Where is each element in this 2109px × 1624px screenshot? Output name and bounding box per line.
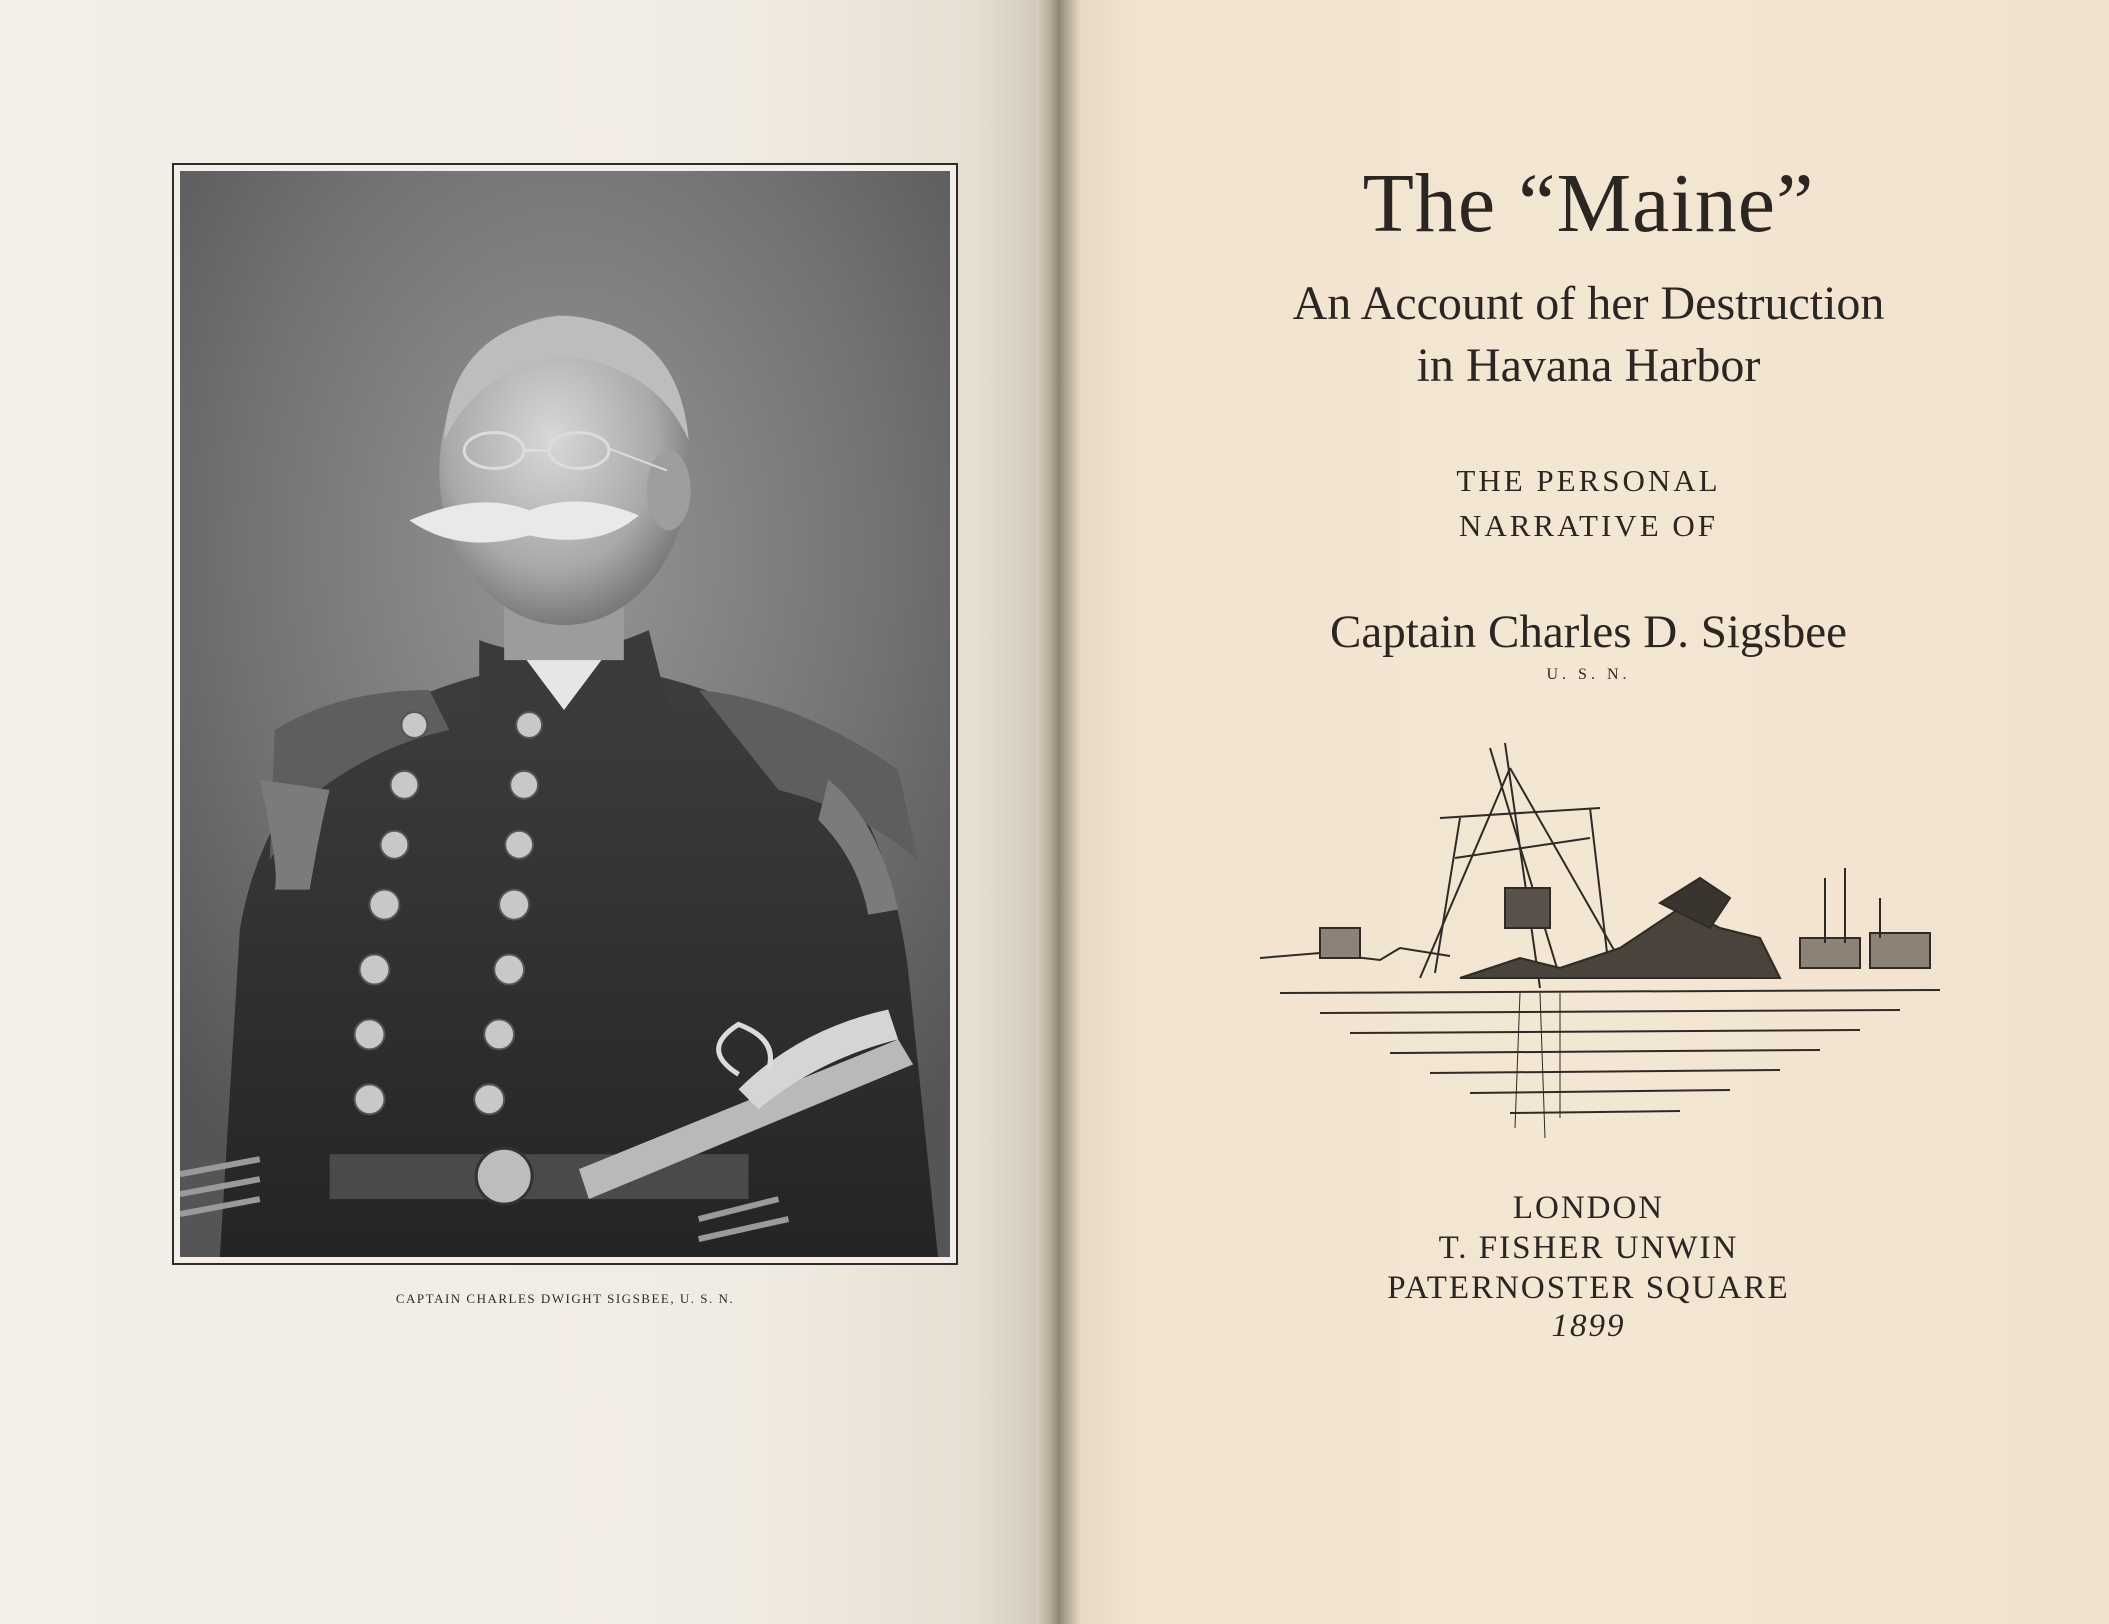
portrait-photo xyxy=(180,171,950,1257)
portrait-illustration xyxy=(180,171,950,1257)
book-title: The “Maine” xyxy=(1362,157,1815,250)
personal-narrative-line1: THE PERSONAL xyxy=(1456,463,1721,498)
author-suffix: U. S. N. xyxy=(1546,666,1631,683)
wreck-vignette xyxy=(1260,728,1960,1168)
author-name: Captain Charles D. Sigsbee xyxy=(1330,606,1847,658)
portrait-caption: CAPTAIN CHARLES DWIGHT SIGSBEE, U. S. N. xyxy=(395,1291,735,1306)
publication-year: 1899 xyxy=(1551,1308,1626,1344)
wreck-illustration xyxy=(1260,728,1960,1168)
publisher-name: T. FISHER UNWIN xyxy=(1438,1230,1739,1266)
personal-narrative-line2: NARRATIVE OF xyxy=(1458,508,1719,543)
publisher-address: PATERNOSTER SQUARE xyxy=(1387,1270,1790,1306)
book-subtitle-line1: An Account of her Destruction xyxy=(1292,277,1885,330)
book-subtitle-line2: in Havana Harbor xyxy=(1416,339,1761,392)
publisher-city: LONDON xyxy=(1512,1190,1665,1226)
portrait-plate xyxy=(172,163,958,1265)
